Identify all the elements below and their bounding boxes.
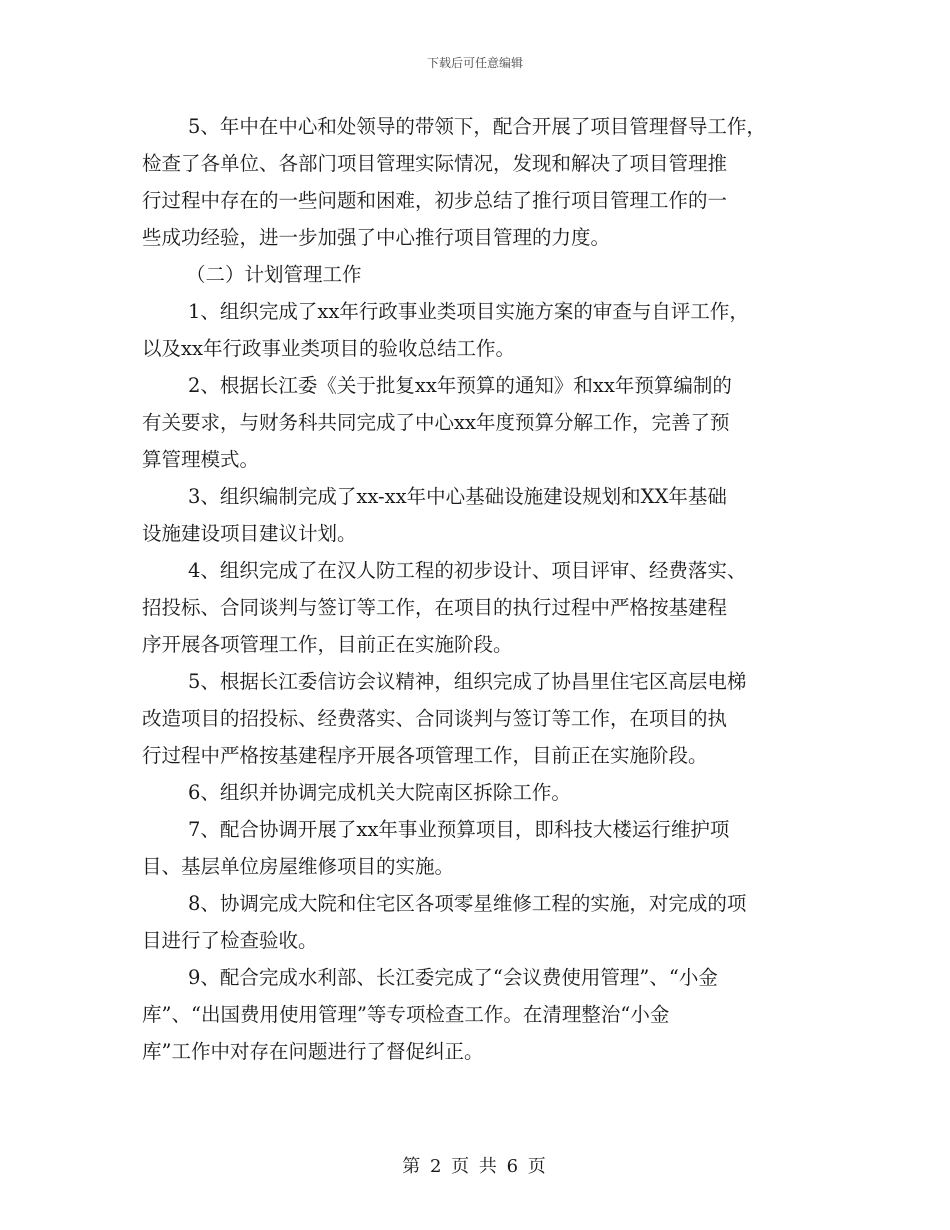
text-line: 9、配合完成水利部、长江委完成了“会议费使用管理”、“小金 <box>188 966 718 989</box>
text-line: 库”工作中对存在问题进行了督促纠正。 <box>142 1040 484 1063</box>
page-header: 下载后可任意编辑 <box>426 56 523 70</box>
section-heading: （二）计划管理工作 <box>186 263 362 286</box>
text-line: 招投标、合同谈判与签订等工作，在项目的执行过程中严格按基建程 <box>142 596 728 619</box>
text-line: 改造项目的招投标、经费落实、合同谈判与签订等工作，在项目的执 <box>142 707 728 730</box>
document-body <box>142 108 814 1070</box>
text-line: 有关要求，与财务科共同完成了中心xx年度预算分解工作，完善了预 <box>142 411 730 434</box>
text-line: 5、年中在中心和处领导的带领下，配合开展了项目管理督导工作， <box>188 115 766 138</box>
text-line: 5、根据长江委信访会议精神，组织完成了协昌里住宅区高层电梯 <box>188 670 747 693</box>
text-line: 目、基层单位房屋维修项目的实施。 <box>142 855 455 878</box>
text-line: 8、协调完成大院和住宅区各项零星维修工程的实施，对完成的项 <box>188 892 747 915</box>
text-line: 4、组织完成了在汉人防工程的初步设计、项目评审、经费落实、 <box>188 559 747 582</box>
text-line: 行过程中存在的一些问题和困难，初步总结了推行项目管理工作的一 <box>142 189 728 212</box>
text-line: 6、组织并协调完成机关大院南区拆除工作。 <box>188 781 571 804</box>
text-line: 算管理模式。 <box>142 448 260 471</box>
text-line: 序开展各项管理工作，目前正在实施阶段。 <box>142 633 513 656</box>
page-footer: 第 2 页 共 6 页 <box>402 1156 548 1177</box>
text-line: 1、组织完成了xx年行政事业类项目实施方案的审查与自评工作， <box>188 300 749 323</box>
text-line: 2、根据长江委《关于批复xx年预算的通知》和xx年预算编制的 <box>188 374 732 397</box>
text-line: 行过程中严格按基建程序开展各项管理工作，目前正在实施阶段。 <box>142 744 708 767</box>
text-line: 以及xx年行政事业类项目的验收总结工作。 <box>142 337 515 360</box>
text-line: 3、组织编制完成了xx-xx年中心基础设施建设规划和XX年基础 <box>188 485 727 508</box>
text-line: 些成功经验，进一步加强了中心推行项目管理的力度。 <box>142 226 611 249</box>
text-line: 7、配合协调开展了xx年事业预算项目，即科技大楼运行维护项 <box>188 818 730 841</box>
text-line: 目进行了检查验收。 <box>142 929 318 952</box>
text-line: 库”、“出国费用使用管理”等专项检查工作。在清理整治“小金 <box>142 1003 670 1026</box>
text-line: 设施建设项目建议计划。 <box>142 522 357 545</box>
text-line: 检查了各单位、各部门项目管理实际情况，发现和解决了项目管理推 <box>142 152 728 175</box>
